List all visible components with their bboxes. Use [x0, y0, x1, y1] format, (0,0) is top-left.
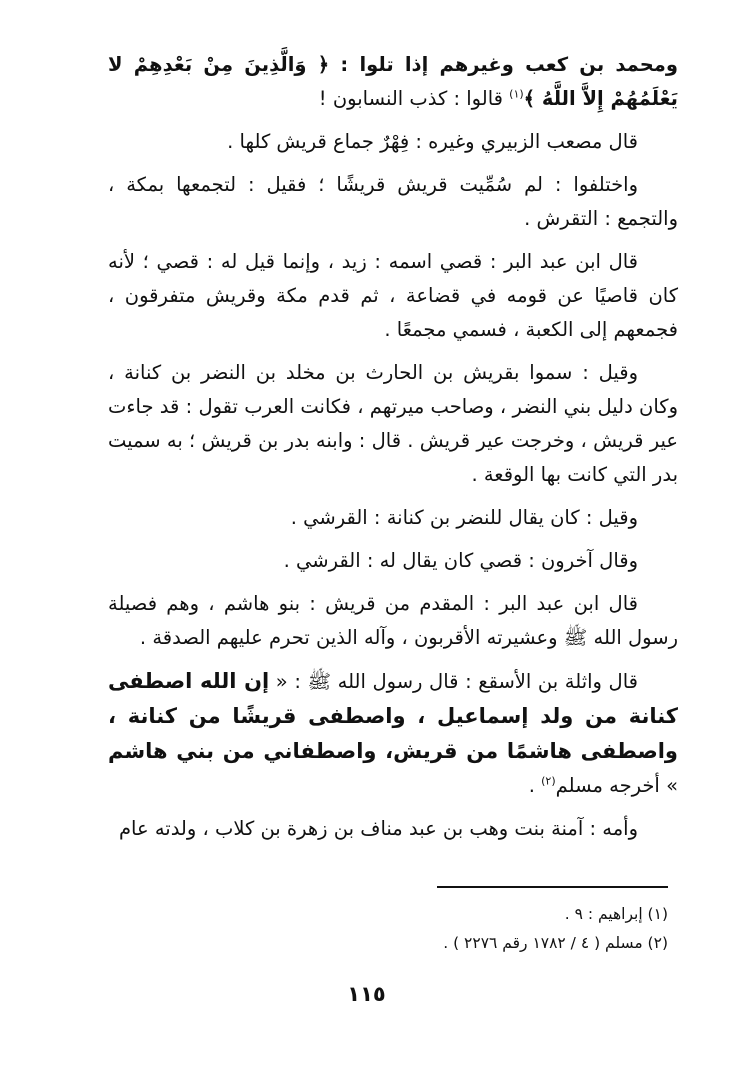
footnote-divider [437, 886, 668, 888]
quran-verse: ومحمد بن كعب وغيرهم إذا تلوا : ﴿ وَالَّذِينَ مِنْ بَعْدِهِمْ لا يَعْلَمُهُمْ إِلاَّ اللَّهُ ﴾ [108, 53, 678, 110]
paragraph-6: وقيل : كان يقال للنضر بن كنانة : القرشي . [290, 506, 638, 529]
paragraph-8: قال ابن عبد البر : المقدم من قريش : بنو هاشم ، وهم فصيلة رسول الله ﷺ وعشيرته الأقربون ، وآله الذين تحرم عليهم الصدقة . [108, 592, 678, 649]
paragraph-7: وقال آخرون : قصي كان يقال له : القرشي . [283, 549, 638, 572]
hadith-source: أخرجه مسلم [555, 774, 667, 797]
page-number: ١١٥ [347, 982, 386, 1006]
footnote-2: (٢) مسلم ( ٤ / ١٧٨٢ رقم ٢٢٧٦ ) . [443, 934, 668, 952]
paragraph-5: وقيل : سموا بقريش بن الحارث بن مخلد بن النضر بن كنانة ، وكان دليل بني النضر ، وصاحب ميرتهم ، فكانت العرب تقول : قد جاءت عير قريش ، وخرجت عير قريش . قال : وابنه بدر بن قريش ؛ به سميت بدر التي كانت بها الوقعة . [108, 361, 678, 486]
footnote-ref-2[interactable]: (٢) [541, 774, 556, 788]
paragraph-4: قال ابن عبد البر : قصي اسمه : زيد ، وإنما قيل له : قصي ؛ لأنه كان قاصيًا عن قومه في قضاعة ، ثم قدم مكة وقريش متفرقون ، فجمعهم إلى الكعبة ، فسمي مجمعًا . [108, 250, 678, 341]
footnotes [300, 900, 668, 958]
paragraph-1 [108, 48, 678, 116]
paragraph-9-end: . [528, 774, 542, 797]
hadith-intro: قال واثلة بن الأسقع : قال رسول الله ﷺ : « [269, 670, 638, 693]
main-text [108, 48, 678, 855]
hadith-text: إن الله اصطفى كنانة من ولد إسماعيل ، واصطفى قريشًا من كنانة ، واصطفى هاشمًا من قريش، واصطفاني من بني هاشم [108, 669, 678, 763]
paragraph-10: وأمه : آمنة بنت وهب بن عبد مناف بن زهرة بن كلاب ، ولدته عام [118, 817, 638, 840]
footnote-ref-1[interactable]: (١) [509, 87, 524, 101]
paragraph-2: قال مصعب الزبيري وغيره : فِهْرٌ جماع قريش كلها . [227, 130, 638, 153]
hadith-close: » [666, 774, 678, 797]
paragraph-1-tail: قالوا : كذب النسابون ! [318, 87, 510, 110]
paragraph-9 [108, 664, 678, 803]
paragraph-3: واختلفوا : لم سُمِّيت قريش قريشًا ؛ فقيل : لتجمعها بمكة ، والتجمع : التقرش . [108, 173, 678, 230]
footnote-1: (١) إبراهيم : ٩ . [564, 905, 668, 923]
